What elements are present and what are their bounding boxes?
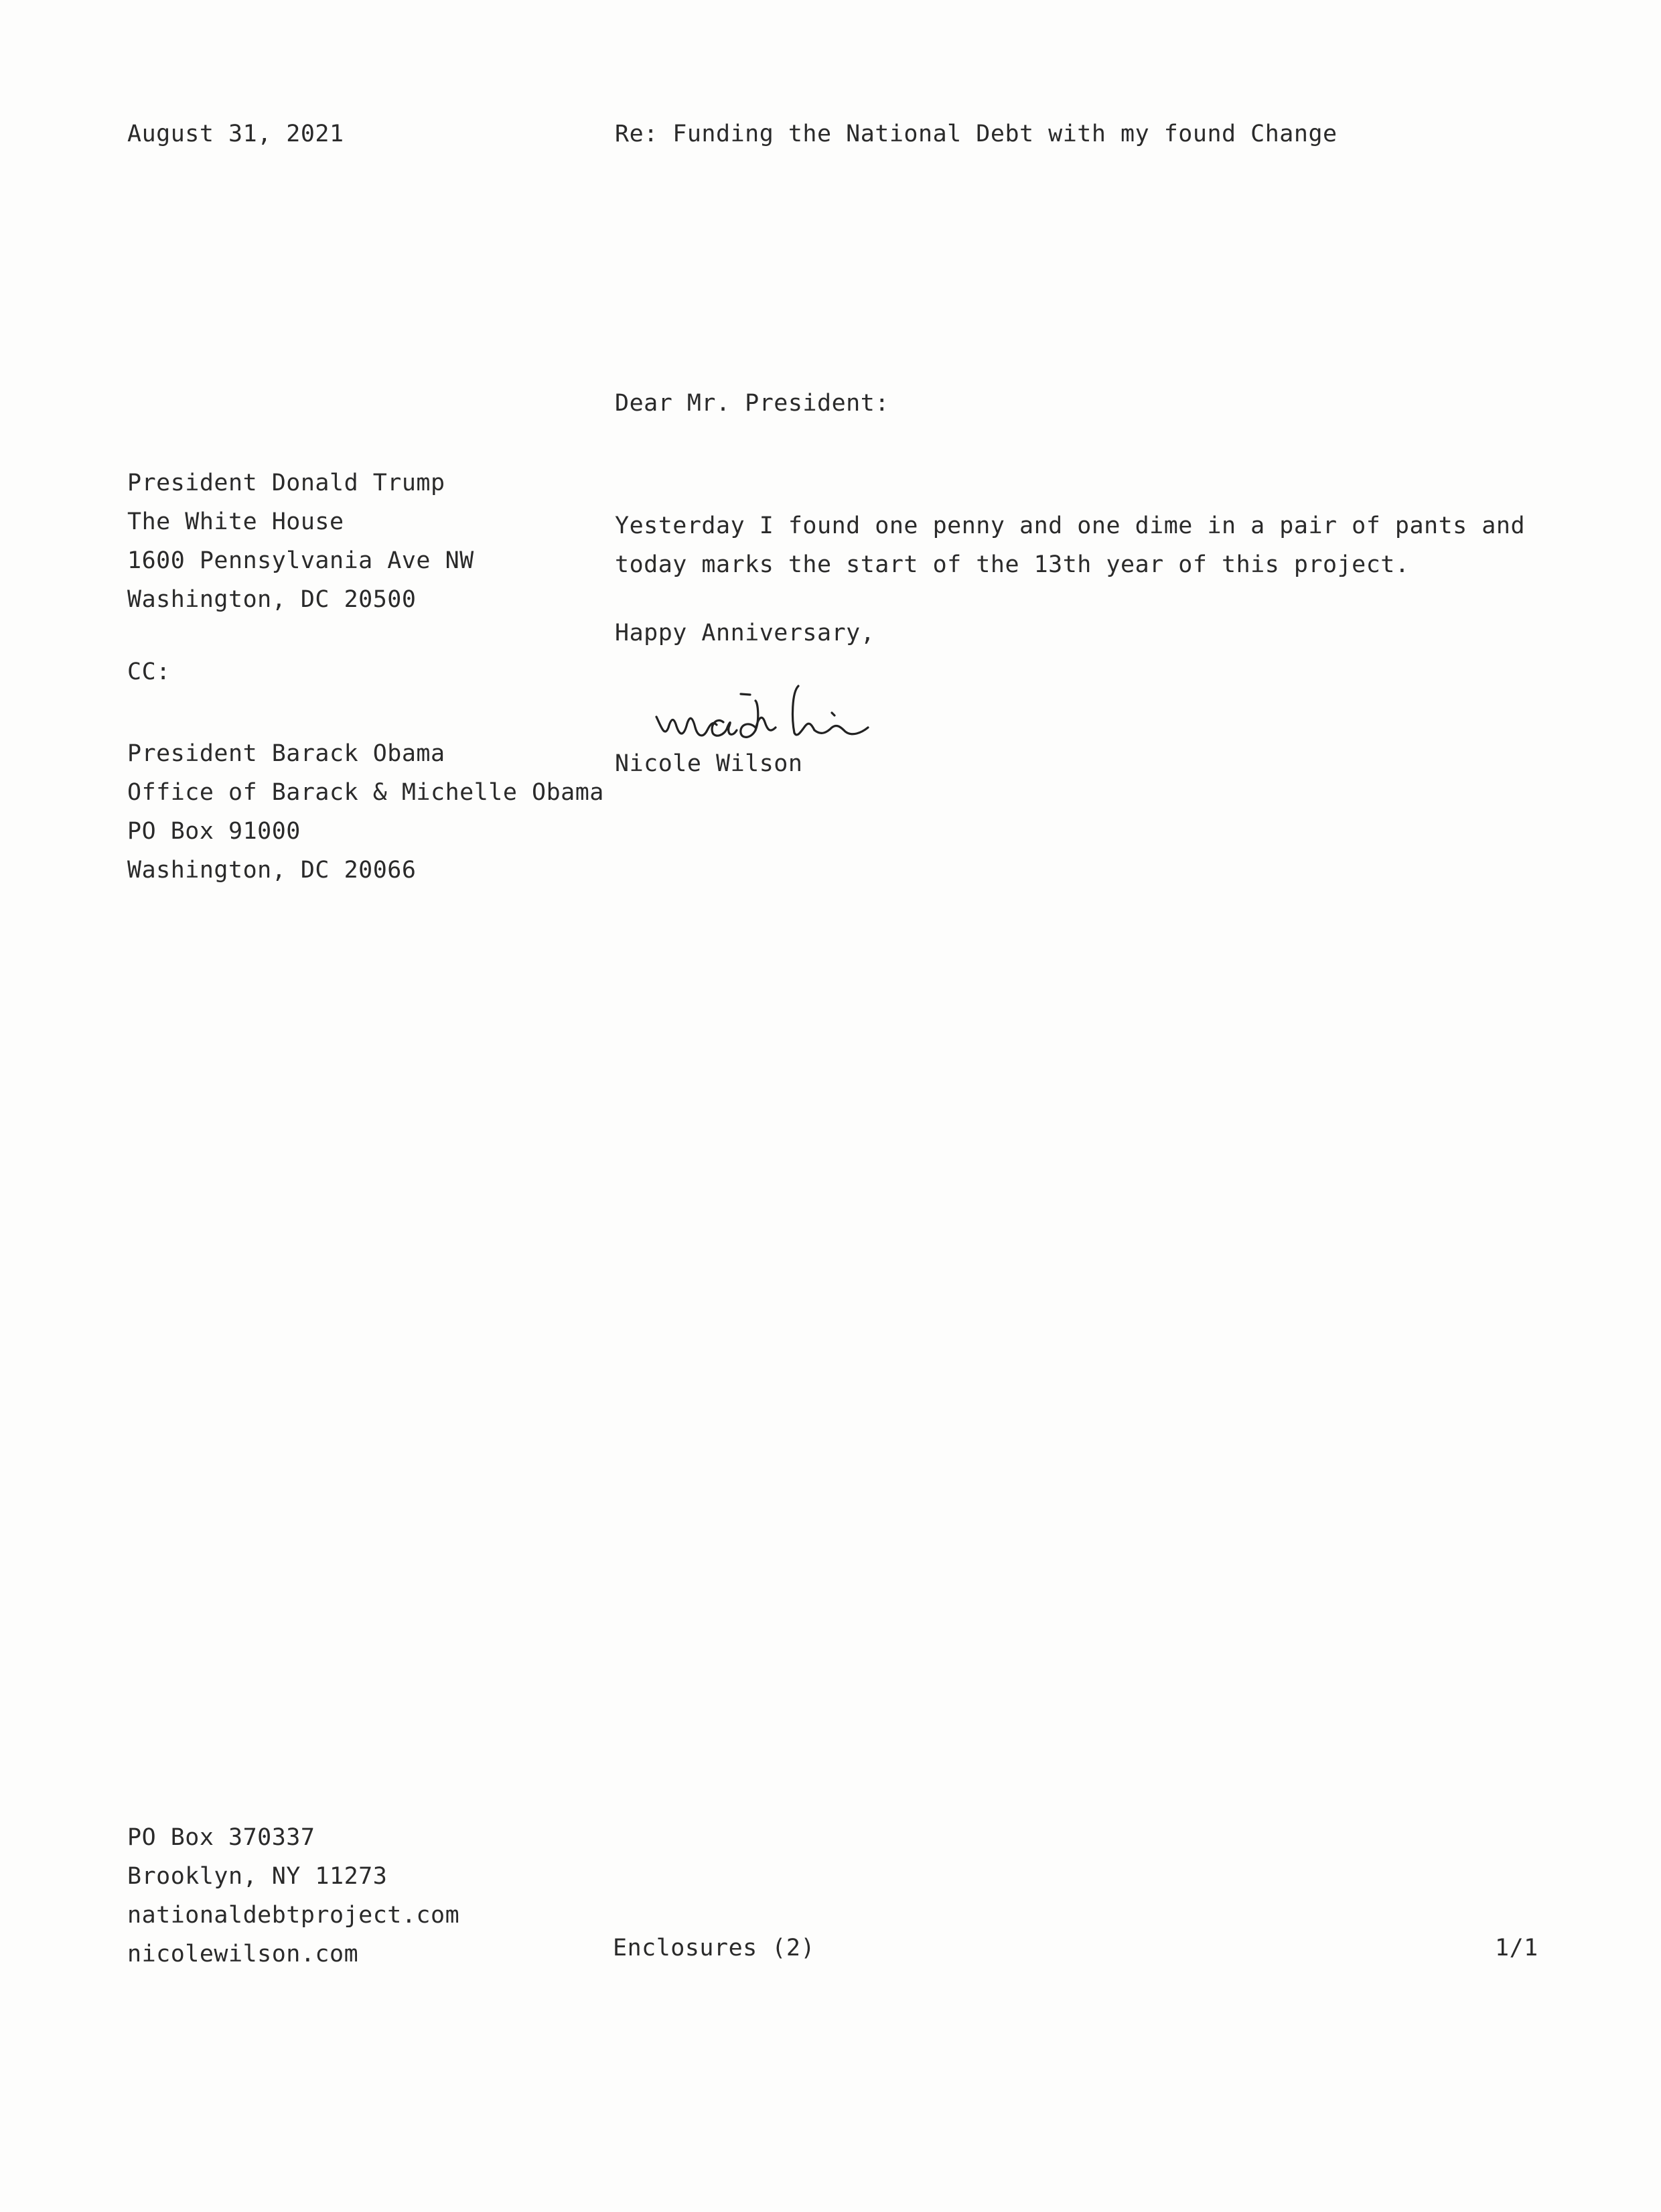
sender-line: nicolewilson.com bbox=[127, 1941, 359, 1967]
body-line: Yesterday I found one penny and one dime in a pair of pants and bbox=[615, 512, 1526, 539]
page-number: 1/1 bbox=[1495, 1935, 1538, 1961]
recipient-line: The White House bbox=[127, 508, 344, 535]
cc-line: PO Box 91000 bbox=[127, 818, 301, 845]
sender-line: Brooklyn, NY 11273 bbox=[127, 1863, 388, 1890]
sender-address bbox=[127, 1818, 459, 1974]
cc-line: President Barack Obama bbox=[127, 740, 445, 767]
cc-address bbox=[127, 734, 604, 890]
salutation: Dear Mr. President: bbox=[615, 390, 889, 417]
body-line: today marks the start of the 13th year of this project. bbox=[615, 551, 1410, 578]
handwritten-signature bbox=[643, 663, 978, 750]
letter-subject: Re: Funding the National Debt with my found Change bbox=[615, 121, 1338, 147]
letter-body bbox=[615, 506, 1525, 584]
cc-line: Washington, DC 20066 bbox=[127, 857, 417, 884]
signer-name: Nicole Wilson bbox=[615, 750, 803, 777]
cc-label: CC: bbox=[127, 659, 171, 685]
letter-date: August 31, 2021 bbox=[127, 121, 344, 147]
enclosures-note: Enclosures (2) bbox=[613, 1935, 816, 1961]
sender-line: PO Box 370337 bbox=[127, 1824, 315, 1851]
closing: Happy Anniversary, bbox=[615, 620, 875, 646]
sender-line: nationaldebtproject.com bbox=[127, 1902, 460, 1929]
cc-line: Office of Barack & Michelle Obama bbox=[127, 779, 604, 806]
recipient-line: President Donald Trump bbox=[127, 470, 445, 496]
recipient-line: Washington, DC 20500 bbox=[127, 586, 417, 613]
recipient-line: 1600 Pennsylvania Ave NW bbox=[127, 547, 474, 574]
recipient-address bbox=[127, 464, 474, 619]
